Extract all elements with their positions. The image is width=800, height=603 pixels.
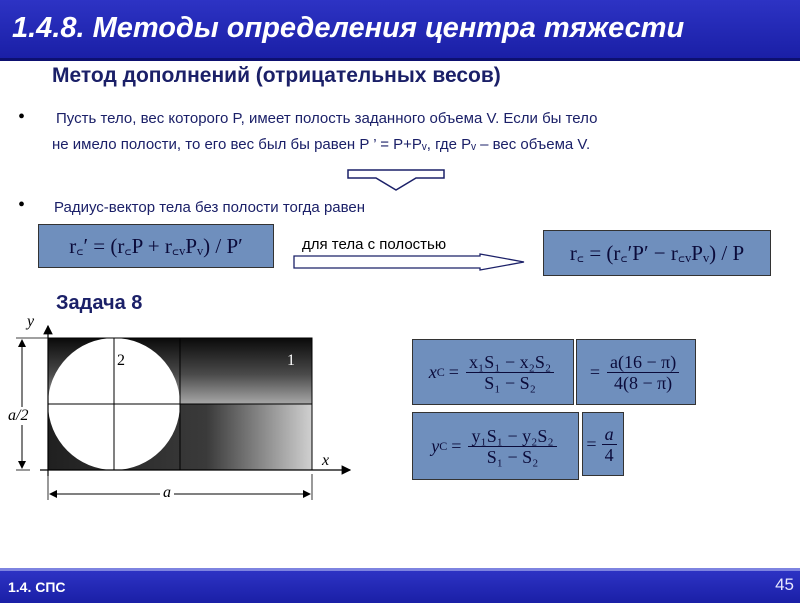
formula-rc bbox=[543, 230, 771, 276]
formula-xc: x C = $\frac{\text{x₁S₁ − x₂S₂}}{\text{S₁ − S₂}}$ bbox=[412, 339, 574, 405]
xc-result-denominator: 4(8 − π) bbox=[613, 372, 673, 393]
xc-lhs: x bbox=[428, 361, 437, 382]
formula-xc-result: = $\frac{a(16 - \pi)}{4(8 - \pi)}$ bbox=[576, 339, 696, 405]
paragraph1-line2: не имело полости, то его вес был бы равен P ’ = P+Pᵥ, где Pᵥ – вес объема V. bbox=[52, 136, 591, 153]
arrow-label: для тела с полостью bbox=[302, 236, 447, 253]
half-a-label: a/2 bbox=[8, 407, 29, 424]
task-title: Задача 8 bbox=[56, 292, 143, 314]
down-arrow-icon bbox=[344, 164, 448, 194]
yc-result-numerator: a bbox=[602, 424, 617, 445]
xc-lhs-sub: C bbox=[436, 364, 445, 379]
xc-denominator: S₁ − S₂ bbox=[484, 372, 536, 393]
region1-label: 1 bbox=[287, 352, 295, 369]
xc-result-numerator: a(16 − π) bbox=[607, 352, 679, 373]
x-axis-label: x bbox=[322, 452, 330, 469]
footer-bar bbox=[0, 568, 800, 603]
right-arrow-icon bbox=[290, 252, 530, 272]
yc-numerator: y₁S₁ − y₂S₂ bbox=[468, 426, 556, 447]
footer-section: 1.4. СПС bbox=[8, 579, 66, 595]
bullet-dot: • bbox=[18, 194, 26, 216]
formula-rc-prime-text: r꜀′ = (r꜀P + r꜀ᵥPᵥ) / P′ bbox=[69, 234, 243, 258]
paragraph1-line1: Пусть тело, вес которого P, имеет полость заданного объема V. Если бы тело bbox=[56, 110, 598, 127]
formula-rc-prime bbox=[38, 224, 274, 268]
yc-lhs: y bbox=[431, 435, 440, 456]
header-bar bbox=[0, 0, 800, 61]
formula-yc: y C = $\frac{\text{y₁S₁ − y₂S₂}}{\text{S₁ − S₂}}$ bbox=[412, 412, 579, 480]
composite-figure bbox=[0, 310, 380, 510]
formula-yc-result: = $\frac{a}{4}$ bbox=[582, 412, 624, 476]
slide-title: 1.4.8. Методы определения центра тяжести bbox=[12, 12, 685, 44]
formula-rc-text: r꜀ = (r꜀′P′ − r꜀ᵥPᵥ) / P bbox=[569, 241, 745, 265]
bullet-dot: • bbox=[18, 106, 26, 128]
yc-denominator: S₁ − S₂ bbox=[486, 446, 539, 467]
a-label: a bbox=[160, 484, 174, 502]
section-subtitle: Метод дополнений (отрицательных весов) bbox=[52, 64, 501, 87]
yc-lhs-sub: C bbox=[439, 438, 448, 453]
y-axis-label: y bbox=[27, 313, 35, 330]
region2-label: 2 bbox=[117, 352, 125, 369]
page-number: 45 bbox=[775, 575, 794, 594]
paragraph2: Радиус-вектор тела без полости тогда равен bbox=[54, 199, 366, 216]
xc-numerator: x₁S₁ − x₂S₂ bbox=[466, 352, 554, 373]
yc-result-denominator: 4 bbox=[604, 444, 614, 465]
